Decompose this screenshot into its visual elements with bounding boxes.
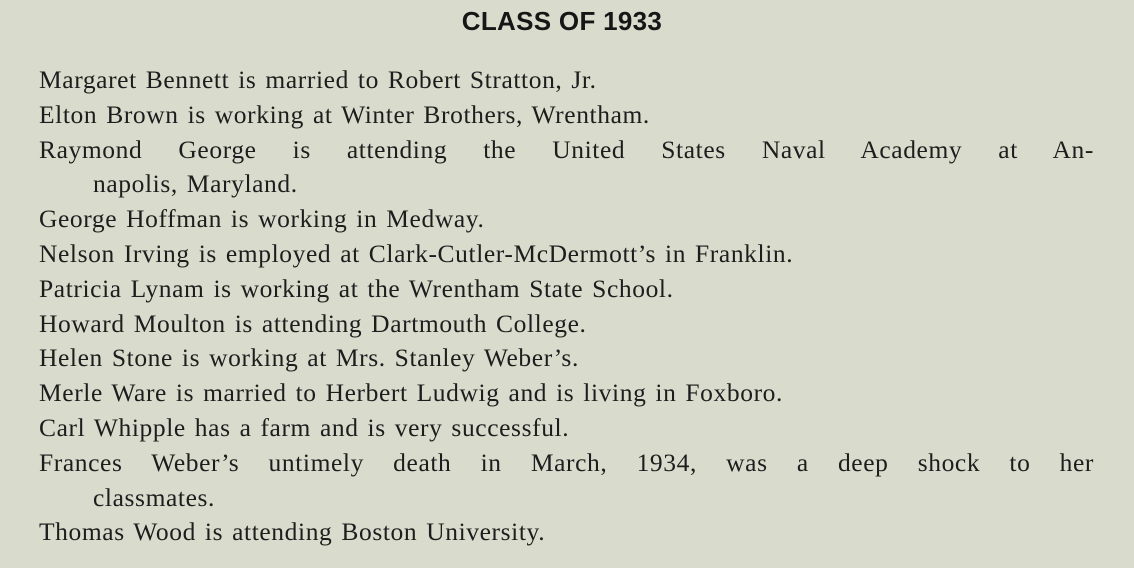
entry-continuation: napolis, Maryland.	[93, 169, 298, 199]
entry-text: Nelson Irving is employed at Clark-Cutler-McDermott’s in Franklin.	[39, 238, 794, 268]
entry-text: Raymond George is attending the United States Naval Academy at An-	[39, 134, 1094, 164]
entry-text: George Hoffman is working in Medway.	[39, 204, 485, 234]
entry-text: Carl Whipple has a farm and is very successful.	[39, 412, 570, 442]
entry-text: Elton Brown is working at Winter Brothers, Wrentham.	[39, 99, 650, 129]
list-item	[39, 411, 1094, 446]
list-item	[39, 446, 1094, 516]
list-item	[39, 202, 1094, 237]
entry-text: Helen Stone is working at Mrs. Stanley Weber’s.	[39, 343, 579, 373]
list-item	[39, 307, 1094, 342]
list-item	[39, 237, 1094, 272]
list-item	[39, 341, 1094, 376]
list-item	[39, 98, 1094, 133]
entry-text: Merle Ware is married to Herbert Ludwig and is living in Foxboro.	[39, 378, 783, 408]
alumni-news-list	[39, 63, 1094, 550]
list-item	[39, 63, 1094, 98]
list-item	[39, 272, 1094, 307]
entry-text: Frances Weber’s untimely death in March, 1934, was a deep shock to her	[39, 447, 1094, 477]
entry-text: Howard Moulton is attending Dartmouth College.	[39, 308, 587, 338]
list-item	[39, 133, 1094, 203]
list-item	[39, 376, 1094, 411]
section-heading: CLASS OF 1933	[461, 6, 663, 36]
list-item	[39, 515, 1094, 550]
entry-text: Patricia Lynam is working at the Wrentham State School.	[39, 273, 674, 303]
entry-continuation: classmates.	[93, 482, 216, 512]
entry-text: Thomas Wood is attending Boston University.	[39, 517, 546, 547]
entry-text: Margaret Bennett is married to Robert Stratton, Jr.	[39, 65, 597, 94]
